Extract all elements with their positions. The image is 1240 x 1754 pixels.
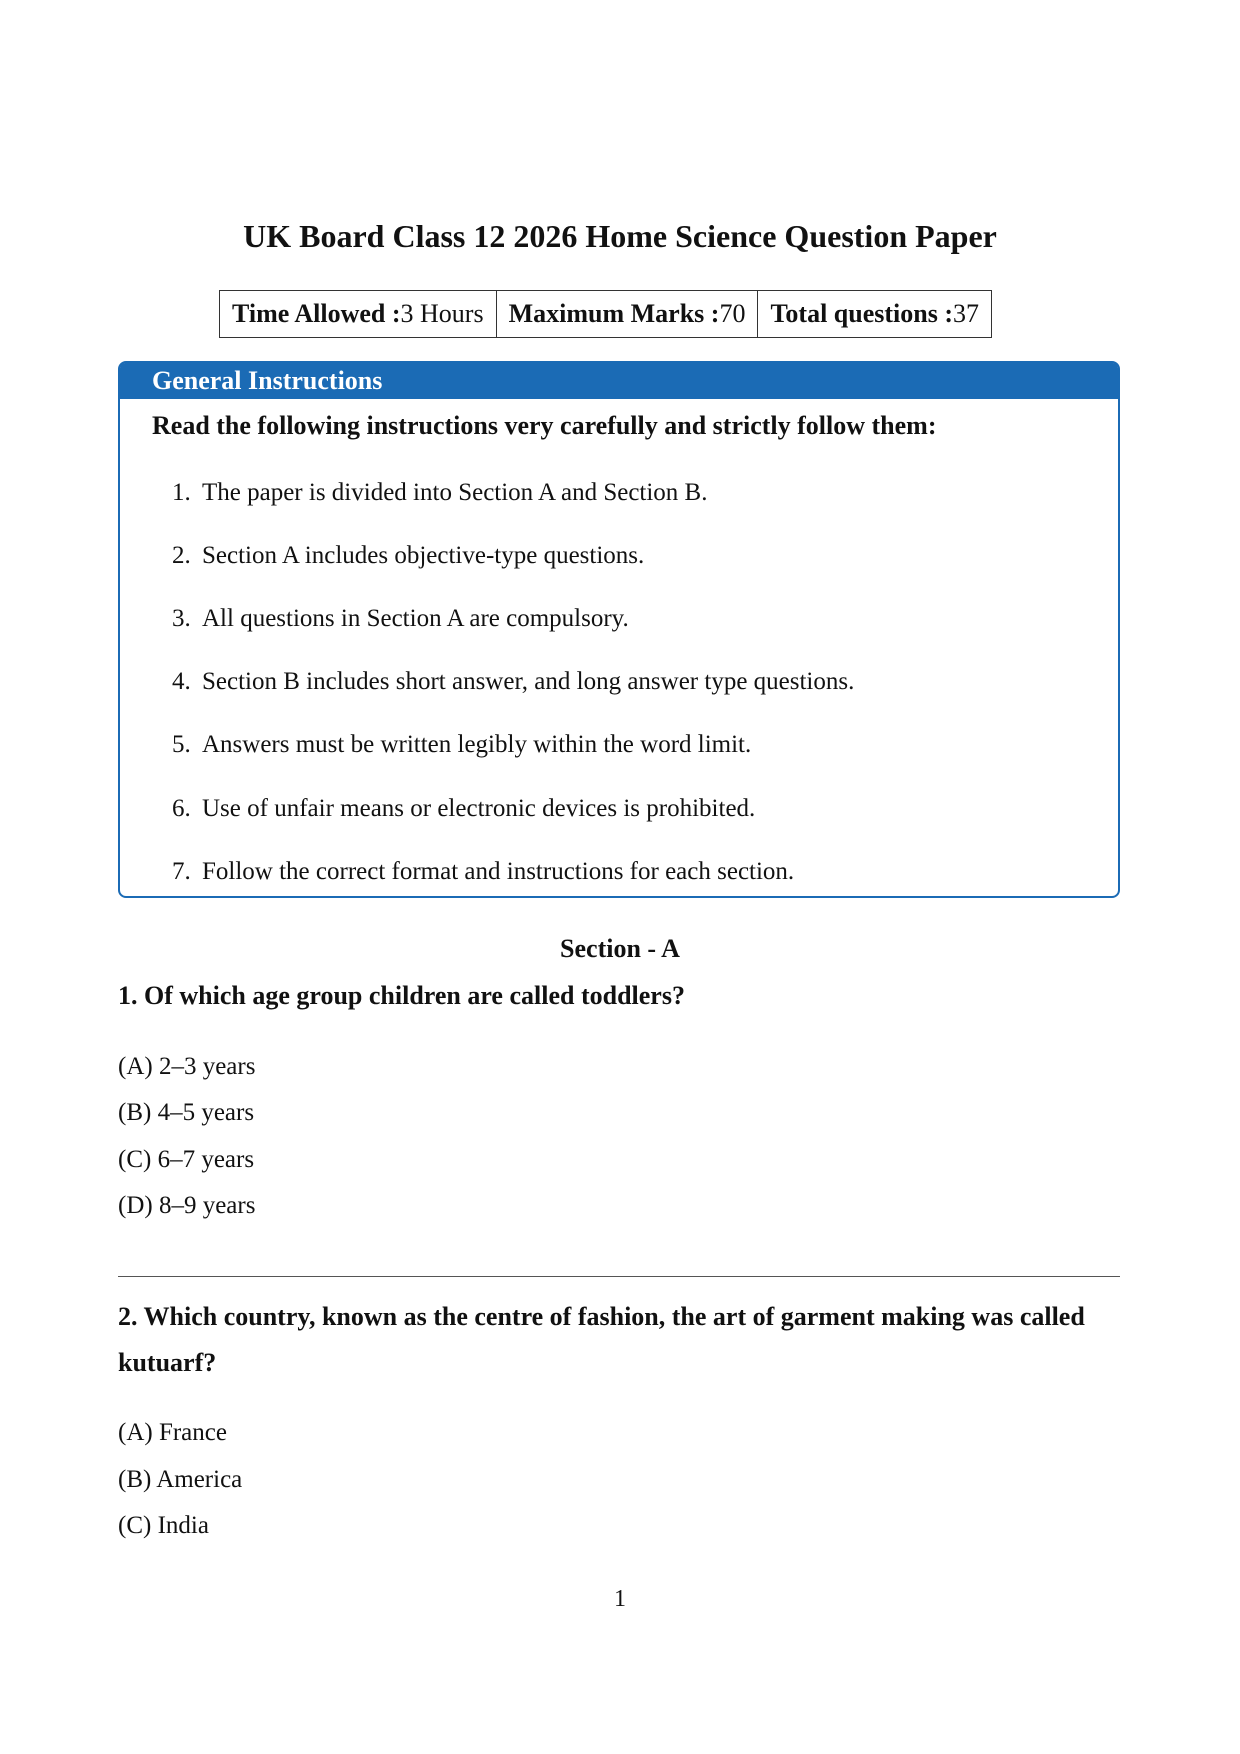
option-b: (B) 4–5 years — [118, 1099, 255, 1126]
option-b: (B) America — [118, 1466, 243, 1493]
question-2-line-2: kutuarf? — [118, 1348, 217, 1377]
instruction-item: 7. Follow the correct format and instructions for each section. — [172, 858, 795, 885]
maximum-marks: Maximum Marks :70 — [496, 291, 758, 338]
question-1: 1. Of which age group children are called toddlers? — [118, 981, 685, 1010]
time-allowed: Time Allowed :3 Hours — [220, 291, 497, 338]
page-number: 1 — [614, 1586, 626, 1612]
section-title: Section - A — [560, 934, 680, 963]
instructions-lead: Read the following instructions very carefully and strictly follow them: — [152, 411, 937, 440]
question-2-line-1: 2. Which country, known as the centre of fashion, the art of garment making was called — [118, 1302, 1085, 1331]
instructions-heading: General Instructions — [120, 363, 1118, 399]
option-d: (D) 8–9 years — [118, 1192, 256, 1219]
total-questions: Total questions :37 — [758, 291, 992, 338]
instruction-item: 5. Answers must be written legibly within the word limit. — [172, 731, 752, 758]
instruction-item: 2. Section A includes objective-type questions. — [172, 542, 645, 569]
instruction-item: 4. Section B includes short answer, and long answer type questions. — [172, 668, 855, 695]
instruction-item: 3. All questions in Section A are compulsory. — [172, 605, 629, 632]
divider — [118, 1276, 1120, 1277]
option-a: (A) France — [118, 1419, 227, 1446]
general-instructions-box — [118, 361, 1120, 898]
instruction-item: 6. Use of unfair means or electronic devices is prohibited. — [172, 795, 756, 822]
instruction-item: 1. The paper is divided into Section A and Section B. — [172, 479, 708, 506]
option-c: (C) India — [118, 1512, 209, 1539]
exam-meta-table — [219, 290, 992, 338]
option-a: (A) 2–3 years — [118, 1053, 256, 1080]
page-title: UK Board Class 12 2026 Home Science Question Paper — [243, 218, 997, 254]
option-c: (C) 6–7 years — [118, 1146, 255, 1173]
